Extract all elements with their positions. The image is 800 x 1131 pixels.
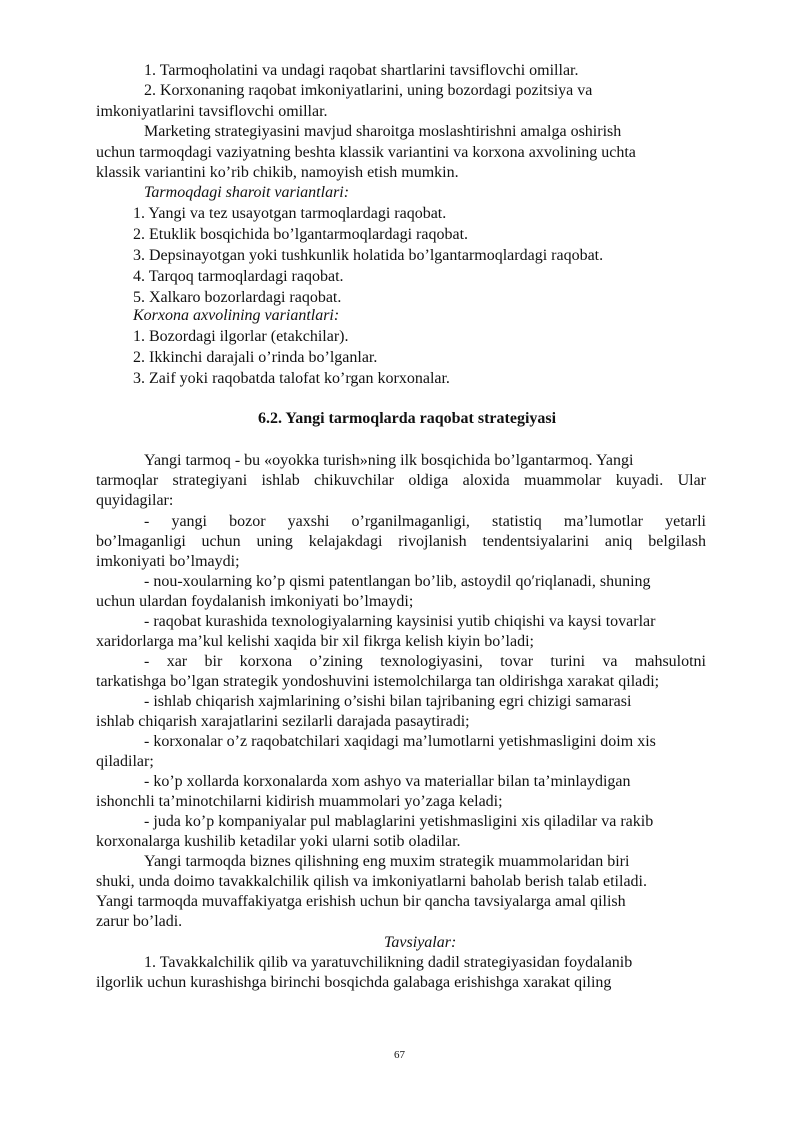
paragraph-line: ilgorlik uchun kurashishga birinchi bosqichda galabaga erishishga xarakat qiling	[96, 974, 612, 991]
paragraph-line: uchun tarmoqdagi vaziyatning beshta klassik variantini va korxona axvolining uchta	[96, 144, 636, 161]
page-number: 67	[394, 1049, 405, 1061]
bullet-line: - ko’p xollarda korxonalarda xom ashyo va materiallar bilan ta’minlaydigan	[144, 773, 631, 790]
bullet-line: - korxonalar o’z raqobatchilari xaqidagi ma’lumotlarni yetishmasligini doim xis	[144, 733, 656, 750]
paragraph-line	[144, 451, 706, 472]
section-heading: 6.2. Yangi tarmoqlarda raqobat strategiyasi	[258, 410, 557, 427]
paragraph-line: imkoniyatlarini tavsiflovchi omillar.	[96, 103, 328, 120]
paragraph-line: 2. Korxonaning raqobat imkoniyatlarini, uning bozordagi pozitsiya va	[144, 82, 593, 99]
bullet-line: - ishlab chiqarish xajmlarining o’sishi bilan tajribaning egri chizigi samarasi	[144, 693, 632, 710]
text-span: Yangi tarmoq - bu «oyokka turish»ning ilk bosqichida bo’lgantarmoq. Yangi	[144, 452, 634, 469]
list-title: Tarmoqdagi sharoit variantlari:	[144, 184, 350, 201]
bullet-line: ishonchli ta’minotchilarni kidirish muammolari yo’zaga keladi;	[96, 793, 503, 810]
recommendations-title: Tavsiyalar:	[384, 934, 457, 951]
bullet-line: - juda ko’p kompaniyalar pul mablaglarini yetishmasligini xis qiladilar va rakib	[144, 813, 654, 830]
bullet-line: xaridorlarga ma’kul kelishi xaqida bir xil fikrga kelish kiyin bo’ladi;	[96, 633, 534, 650]
list-item: 3. Zaif yoki raqobatda talofat ko’rgan korxonalar.	[133, 370, 450, 387]
list-item: 5. Xalkaro bozorlardagi raqobat.	[133, 289, 342, 306]
bullet-line: - xar bir korxona o’zining texnologiyasini, tovar turini va mahsulotni	[144, 653, 706, 670]
list-item: 4. Tarqoq tarmoqlardagi raqobat.	[133, 268, 344, 285]
paragraph-line: Yangi tarmoqda biznes qilishning eng muxim strategik muammolaridan biri	[144, 853, 630, 870]
bullet-line: tarkatishga bo’lgan strategik yondoshuvini istemolchilarga tan oldirishga xarakat qiladi;	[96, 673, 660, 690]
paragraph-line: quyidagilar:	[96, 492, 174, 509]
list-item: 2. Etuklik bosqichida bo’lgantarmoqlardagi raqobat.	[133, 226, 469, 243]
paragraph-line: 1. Tavakkalchilik qilib va yaratuvchilikning dadil strategiyasidan foydalanib	[144, 954, 633, 971]
bullet-line: uchun ulardan foydalanish imkoniyati bo’lmaydi;	[96, 593, 414, 610]
list-item: 1. Bozordagi ilgorlar (etakchilar).	[133, 328, 349, 345]
bullet-line: - nou-xoularning ko’p qismi patentlangan bo’lib, astoydil qo′riqlanadi, shuning	[144, 573, 651, 590]
paragraph-line: zarur bo’ladi.	[96, 913, 183, 930]
list-item: 2. Ikkinchi darajali o’rinda bo’lganlar.	[133, 349, 378, 366]
paragraph-line: shuki, unda doimo tavakkalchilik qilish va imkoniyatlarni baholab berish talab etiladi.	[96, 873, 647, 890]
bullet-line: - yangi bozor yaxshi o’rganilmaganligi, statistiq ma’lumotlar yetarli	[144, 513, 706, 530]
bullet-line: imkoniyati bo’lmaydi;	[96, 553, 240, 570]
paragraph-line: klassik variantini ko’rib chikib, namoyish etish mumkin.	[96, 164, 459, 181]
bullet-line: korxonalarga kushilib ketadilar yoki ularni sotib oladilar.	[96, 833, 461, 850]
paragraph-line: Marketing strategiyasini mavjud sharoitga moslashtirishni amalga oshirish	[144, 123, 622, 140]
paragraph-line: Yangi tarmoqda muvaffakiyatga erishish uchun bir qancha tavsiyalarga amal qilish	[96, 893, 626, 910]
paragraph-line: tarmoqlar strategiyani ishlab chikuvchilar oldiga aloxida muammolar kuyadi. Ular	[96, 472, 706, 489]
bullet-line: qiladilar;	[96, 753, 154, 770]
list-title: Korxona axvolining variantlari:	[133, 307, 340, 324]
list-item: 3. Depsinayotgan yoki tushkunlik holatida bo’lgantarmoqlardagi raqobat.	[133, 247, 604, 264]
list-item: 1. Yangi va tez usayotgan tarmoqlardagi raqobat.	[133, 205, 447, 222]
paragraph-line: 1. Tarmoqholatini va undagi raqobat shartlarini tavsiflovchi omillar.	[144, 62, 579, 79]
bullet-line: - raqobat kurashida texnologiyalarning kaysinisi yutib chiqishi va kaysi tovarlar	[144, 613, 656, 630]
bullet-line: bo’lmaganligi uchun uning kelajakdagi rivojlanish tendentsiyalarini aniq belgilash	[96, 533, 706, 550]
bullet-line: ishlab chiqarish xarajatlarini sezilarli darajada pasaytiradi;	[96, 713, 470, 730]
